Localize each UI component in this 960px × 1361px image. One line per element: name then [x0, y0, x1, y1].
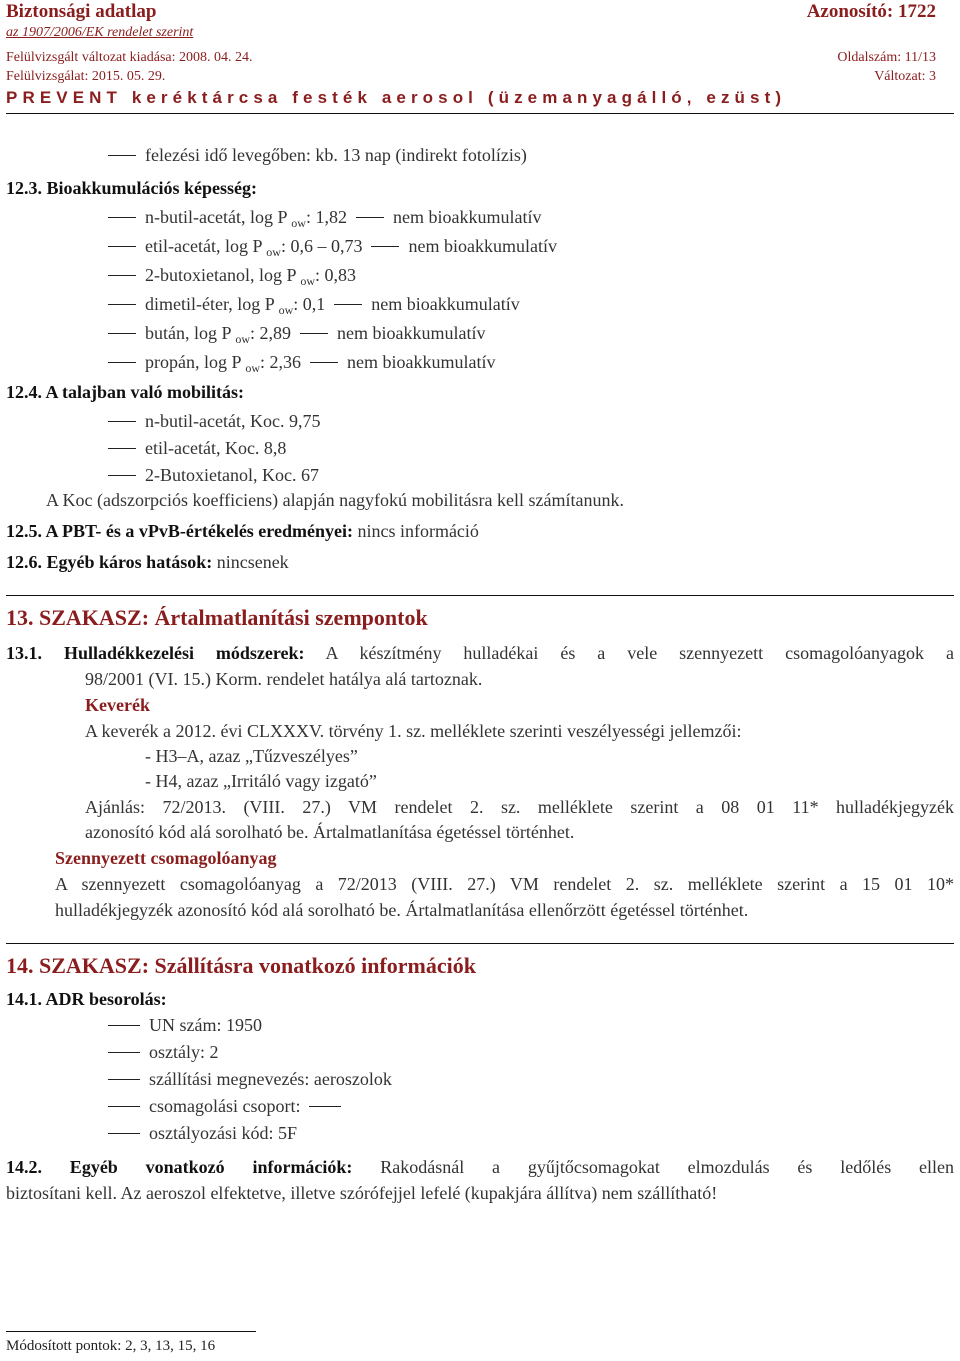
dash-icon [108, 1106, 140, 1107]
bio-item-value: : 2,89 [250, 323, 292, 343]
dash-icon [108, 448, 136, 449]
pbt-label: 12.5. A PBT- és a vPvB-értékelés eredményei: [6, 521, 353, 541]
recommendation-text-cont: azonosító kód alá sorolható be. Ártalmatlanítása égetéssel történhet. [85, 822, 575, 842]
modified-points: Módosított pontok: 2, 3, 13, 15, 16 [6, 1338, 216, 1354]
section-divider [6, 943, 954, 944]
dash-icon [108, 1079, 140, 1080]
bio-item-value: : 2,36 [260, 352, 302, 372]
dash-icon [300, 333, 328, 334]
other-transport-info-label: 14.2. Egyéb vonatkozó információk: [6, 1157, 353, 1177]
dash-icon [108, 217, 136, 218]
revision-date: Felülvizsgálat: 2015. 05. 29. [6, 69, 166, 84]
dash-icon [356, 217, 384, 218]
footer-divider [6, 1331, 256, 1332]
subscript-ow: ow [245, 361, 260, 375]
dash-icon [108, 362, 136, 363]
section-14-heading: 14. SZAKASZ: Szállításra vonatkozó információk [6, 953, 476, 978]
document-title: Biztonsági adatlap [6, 1, 157, 22]
mobility-item-text: 2-Butoxietanol, Koc. 67 [145, 465, 319, 485]
bio-item-value: : 0,1 [293, 294, 326, 314]
product-name: PREVENT keréktárcsa festék aerosol (üzemanyagálló, ezüst) [6, 88, 787, 107]
adr-item [108, 1096, 350, 1117]
mobility-item [108, 411, 320, 432]
waste-methods-line [6, 643, 954, 664]
contaminated-packaging-label: Szennyezett csomagolóanyag [55, 848, 277, 868]
hazard-item: - H4, azaz „Irritáló vagy izgató” [145, 771, 377, 791]
bio-item-butane [108, 323, 486, 344]
section-divider [6, 595, 954, 596]
recommendation-text: Ajánlás: 72/2013. (VIII. 27.) VM rendelet 2. sz. melléklete szerint a 08 01 11* hulladékjegyzék [85, 797, 954, 817]
dash-icon [371, 246, 399, 247]
subscript-ow: ow [235, 332, 251, 346]
halflife-line [108, 145, 527, 166]
dash-icon [108, 304, 136, 305]
bio-item-result: nem bioakkumulatív [337, 323, 486, 343]
other-effects-label: 12.6. Egyéb káros hatások: [6, 552, 213, 572]
dash-icon [310, 362, 338, 363]
dash-icon [108, 275, 136, 276]
dash-icon [108, 1052, 140, 1053]
dash-icon [108, 421, 136, 422]
other-transport-info-line [6, 1157, 954, 1178]
other-effects-value: nincsenek [212, 552, 289, 572]
subscript-ow: ow [291, 216, 306, 230]
halflife-text: felezési idő levegőben: kb. 13 nap (indirekt fotolízis) [145, 145, 527, 165]
hazard-item: - H3–A, azaz „Tűzveszélyes” [145, 746, 358, 766]
bio-item-label: dimetil-éter, log P [145, 294, 275, 314]
mobility-note: A Koc (adszorpciós koefficiens) alapján nagyfokú mobilitásra kell számítanunk. [46, 490, 624, 510]
bio-item-result: nem bioakkumulatív [408, 236, 557, 256]
dash-icon [108, 333, 136, 334]
revision-issue-date: Felülvizsgált változat kiadása: 2008. 04. 24. [6, 50, 253, 65]
bio-item-result: nem bioakkumulatív [371, 294, 520, 314]
adr-heading: 14.1. ADR besorolás: [6, 989, 167, 1009]
mixture-label: Keverék [85, 695, 150, 715]
adr-item [108, 1123, 297, 1144]
pbt-assessment [6, 521, 479, 542]
document-id: Azonosító: 1722 [806, 1, 936, 22]
bio-item-label: 2-butoxietanol, log P [145, 265, 296, 285]
page-number: Oldalszám: 11/13 [837, 50, 936, 65]
dash-icon [108, 246, 136, 247]
dash-icon [108, 1133, 140, 1134]
dash-icon [108, 1025, 140, 1026]
mobility-item [108, 465, 319, 486]
section-13-heading: 13. SZAKASZ: Ártalmatlanítási szempontok [6, 605, 428, 630]
dash-icon [334, 304, 362, 305]
bio-item-value: : 0,83 [315, 265, 357, 285]
mixture-text: A keverék a 2012. évi CLXXXV. törvény 1. sz. melléklete szerinti veszélyességi jellemzői: [85, 721, 742, 741]
dash-icon [108, 475, 136, 476]
header-divider [6, 113, 954, 114]
mobility-item [108, 438, 286, 459]
bio-item-result: nem bioakkumulatív [347, 352, 496, 372]
packaging-text: A szennyezett csomagolóanyag a 72/2013 (VIII. 27.) VM rendelet 2. sz. melléklete szerint a 15 01 10* [55, 874, 954, 894]
bio-item-value: : 1,82 [305, 207, 347, 227]
mobility-item-text: etil-acetát, Koc. 8,8 [145, 438, 287, 458]
mobility-item-text: n-butil-acetát, Koc. 9,75 [145, 411, 321, 431]
pbt-value: nincs információ [352, 521, 479, 541]
packaging-text-cont: hulladékjegyzék azonosító kód alá sorolható be. Ártalmatlanítása ellenőrzött égetéssel történhet. [55, 900, 749, 920]
bio-item-n-butyl-acetate [108, 207, 541, 228]
adr-item-text: UN szám: 1950 [149, 1015, 262, 1035]
bioaccumulation-heading: 12.3. Bioakkumulációs képesség: [6, 178, 258, 198]
version-number: Változat: 3 [874, 69, 936, 84]
other-adverse-effects [6, 552, 289, 573]
bio-item-dimethyl-ether [108, 294, 520, 315]
bio-item-value: : 0,6 – 0,73 [280, 236, 363, 256]
adr-item-text: csomagolási csoport: [149, 1096, 301, 1116]
adr-item [108, 1069, 392, 1090]
subscript-ow: ow [300, 274, 315, 288]
other-transport-info-text: Rakodásnál a gyűjtőcsomagokat elmozdulás és ledőlés ellen [380, 1157, 954, 1177]
regulation-reference: az 1907/2006/EK rendelet szerint [6, 25, 194, 40]
dash-icon [309, 1106, 341, 1107]
adr-item-text: szállítási megnevezés: aeroszolok [149, 1069, 392, 1089]
bio-item-propane [108, 352, 496, 373]
bio-item-ethyl-acetate [108, 236, 557, 257]
adr-item [108, 1042, 219, 1063]
subscript-ow: ow [278, 303, 294, 317]
bio-item-2-butoxyethanol [108, 265, 356, 286]
bio-item-label: n-butil-acetát, log P [145, 207, 287, 227]
adr-item [108, 1015, 262, 1036]
adr-item-text: osztály: 2 [149, 1042, 219, 1062]
other-transport-info-text-cont: biztosítani kell. Az aeroszol elfektetve, illetve szórófejjel lefelé (kupakjára állítva) nem szállítható! [6, 1183, 718, 1203]
waste-methods-text: A készítmény hulladékai és a vele szennyezett csomagolóanyagok a [325, 643, 954, 663]
mobility-heading: 12.4. A talajban való mobilitás: [6, 382, 245, 402]
bio-item-result: nem bioakkumulatív [392, 207, 542, 227]
subscript-ow: ow [266, 245, 281, 259]
bio-item-label: propán, log P [145, 352, 241, 372]
waste-methods-label: 13.1. Hulladékkezelési módszerek: [6, 643, 305, 663]
adr-item-text: osztályozási kód: 5F [149, 1123, 297, 1143]
waste-methods-text-cont: 98/2001 (VI. 15.) Korm. rendelet hatálya alá tartoznak. [85, 669, 483, 689]
dash-icon [108, 155, 136, 156]
bio-item-label: bután, log P [145, 323, 231, 343]
bio-item-label: etil-acetát, log P [145, 236, 262, 256]
